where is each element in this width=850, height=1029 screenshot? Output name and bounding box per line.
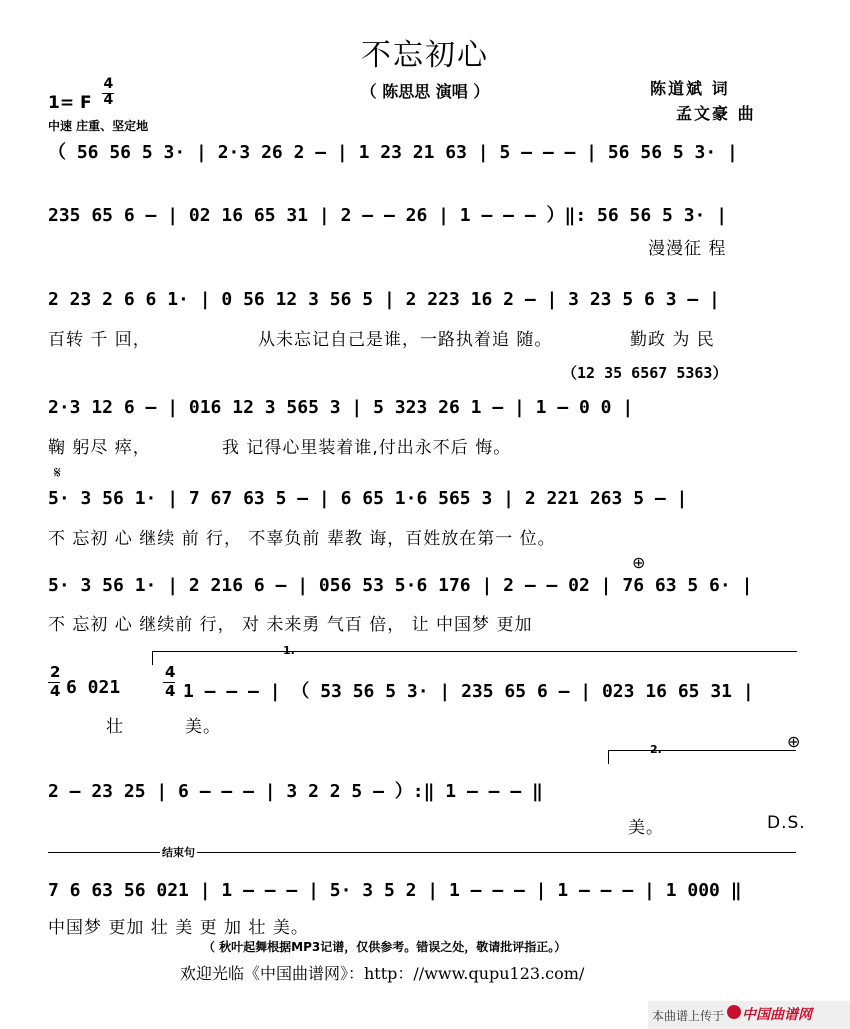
score-line-6: 5· 3 56 1· | 2 216 6 – | 056 53 5·6 176 | 2 – – 02 | 76 63 5 6· | [48,575,753,596]
score-line-4: 2·3 12 6 – | 016 12 3 565 3 | 5 323 26 1 – | 1 – 0 0 | [48,397,634,418]
ending-label: 结束句 [162,846,195,859]
lyric-line-3b: 从未忘记自己是谁，一路执着追 随。 [258,330,553,350]
upload-text: 本曲谱上传于 [652,1009,725,1023]
lyric-line-9: 中国梦 更加 壮 美 更 加 壮 美。 [48,918,309,938]
site-logo[interactable]: 中国曲谱网 [742,1007,812,1023]
key-label: 1= F [48,93,92,113]
transcription-note: （ 秋叶起舞根据MP3记谱，仅供参考。错误之处，敬请批评指正。） [203,940,567,954]
lyric-line-4b: 我 记得心里装着谁,付出永不后 悔。 [222,438,512,458]
song-title: 不忘初心 [361,38,489,73]
score-line-5: 5· 3 56 1· | 7 67 63 5 – | 6 65 1·6 565 3 | 2 221 263 5 – | [48,488,688,509]
lyric-line-7b: 美。 [185,717,221,737]
volta-2-label: 2. [650,743,662,756]
score-line-1: （ 56 56 5 3· | 2·3 26 2 – | 1 23 21 63 | 5 – – – | 56 56 5 3· | [48,142,738,163]
lyric-line-4a: 鞠 躬尽 瘁， [48,438,151,458]
coda-sign-2: ⊕ [787,732,801,751]
volta-1-label: 1. [283,644,295,657]
website-welcome[interactable]: 欢迎光临《中国曲谱网》：http：//www.qupu123.com/ [180,964,585,983]
segno-sign: 𝄋 [54,463,61,482]
singer-credit: （ 陈思思 演唱 ） [360,82,490,101]
time-signature-2-4 [48,665,62,701]
volta-1-line [152,651,797,652]
site-logo-icon [727,1005,741,1019]
time-sig-bottom: 4 [103,92,114,108]
score-line-2: 235 65 6 – | 02 16 65 31 | 2 – – 26 | 1 – – – ）‖: 56 56 5 3· | [48,205,728,226]
score-line-9: 7 6 63 56 021 | 1 – – – | 5· 3 5 2 | 1 – – – | 1 – – – | 1 000 ‖ [48,880,742,901]
lyric-line-2: 漫漫征 程 [648,239,727,259]
volta-1-hook [152,651,153,665]
lyric-line-3a: 百转 千 回， [48,330,151,350]
lyric-line-5: 不 忘初 心 继续 前 行， 不辜负前 辈教 诲，百姓放在第一 位。 [48,529,556,549]
volta-2-hook [608,750,609,764]
lyric-line-7a: 壮 [106,717,124,737]
ts-4-4-top: 4 [165,663,176,681]
time-signature-4-4 [163,665,177,701]
lyric-line-8: 美。 [628,818,664,838]
score-line-3: 2 23 2 6 6 1· | 0 56 12 3 56 5 | 2 223 16 2 – | 3 23 5 6 3 – | [48,289,720,310]
score-line-7b: 1 – – – | （ 53 56 5 3· | 235 65 6 – | 023 16 65 31 | [183,681,754,702]
ts-2-4-bottom: 4 [50,682,61,700]
ts-4-4-bottom: 4 [165,682,176,700]
ts-2-4-top: 2 [50,663,61,681]
time-signature [102,76,116,116]
score-line-7a: 6 021 [66,677,121,698]
lyric-line-6: 不 忘初 心 继续前 行， 对 未来勇 气百 倍， 让 中国梦 更加 [48,615,533,635]
time-sig-top: 4 [103,76,114,92]
volta-2-line [608,750,796,751]
key-signature [48,76,116,116]
lyric-line-3c: 勤政 为 民 [630,330,715,350]
tempo-marking: 中速 庄重、坚定地 [48,119,149,133]
score-line-4-accompaniment: （12 35 6567 5363） [562,364,728,382]
coda-sign: ⊕ [632,553,646,572]
score-line-8: 2 – 23 25 | 6 – – – | 3 2 2 5 – ）:‖ 1 – – – ‖ [48,781,543,802]
lyricist-credit: 陈道斌 词 [650,79,730,98]
composer-credit: 孟文豪 曲 [676,104,756,123]
dal-segno: D.S. [767,813,806,833]
